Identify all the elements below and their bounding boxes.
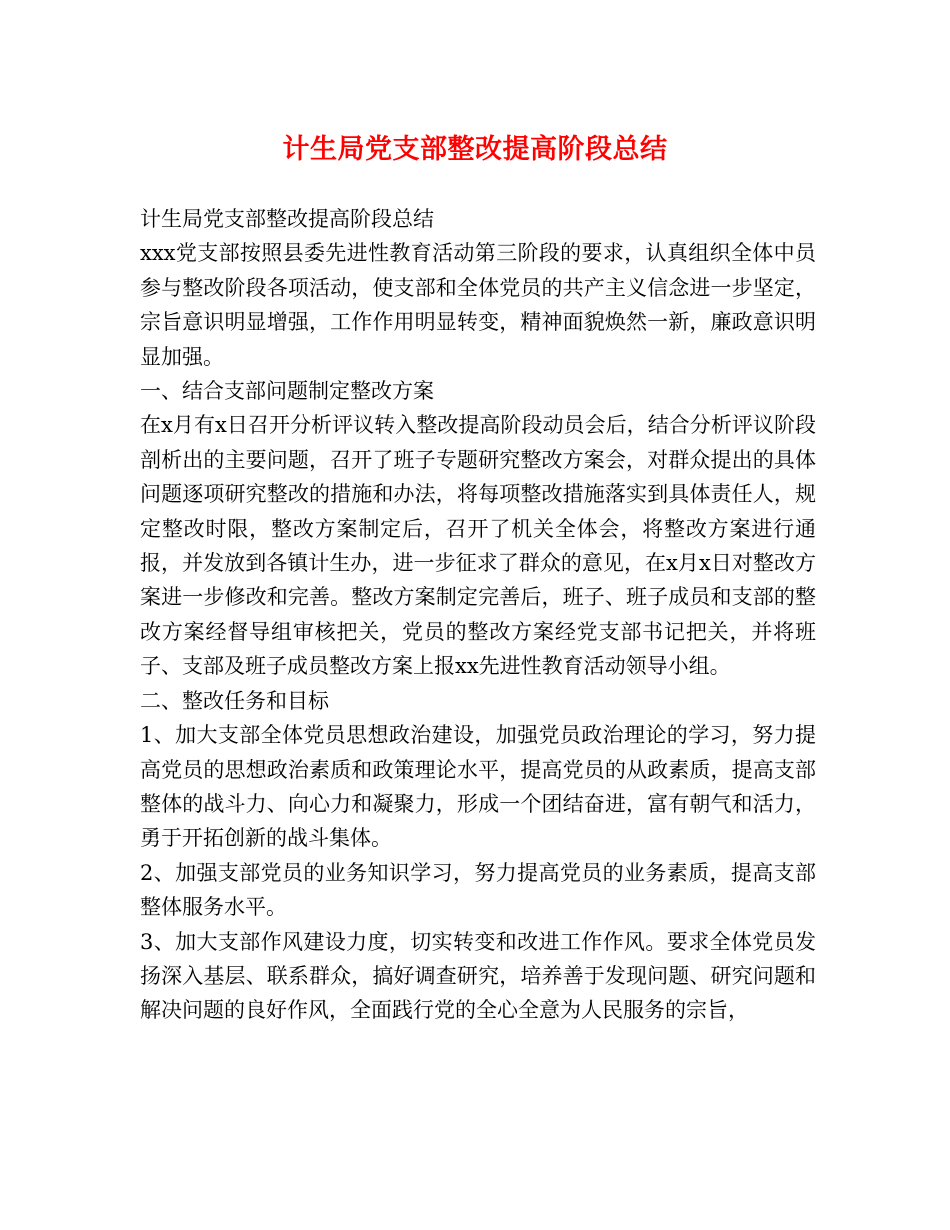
section-heading-1: 一、结合支部问题制定整改方案	[140, 379, 434, 404]
paragraph-item-2: 2、加强支部党员的业务知识学习，努力提高党员的业务素质，提高支部整体服务水平。	[140, 860, 816, 920]
paragraph-item-1: 1、加大支部全体党员思想政治建设，加强党员政治理论的学习，努力提高党员的思想政治素质和政策理论水平，提高党员的从政素质，提高支部整体的战斗力、向心力和凝聚力，形成一个团结奋进，富有朝气和活力，勇于开拓创新的战斗集体。	[140, 723, 816, 851]
paragraph-item-3: 3、加大支部作风建设力度，切实转变和改进工作作风。要求全体党员发扬深入基层、联系群众，搞好调查研究，培养善于发现问题、研究问题和解决问题的良好作风，全面践行党的全心全意为人民服务的宗旨，	[140, 929, 816, 1023]
document-title: 计生局党支部整改提高阶段总结	[282, 134, 668, 165]
section-heading-2: 二、整改任务和目标	[140, 688, 329, 713]
paragraph-section-1: 在x月有x日召开分析评议转入整改提高阶段动员会后，结合分析评议阶段剖析出的主要问题，召开了班子专题研究整改方案会，对群众提出的具体问题逐项研究整改的措施和办法，将每项整改措施落实到具体责任人，规定整改时限，整改方案制定后，召开了机关全体会，将整改方案进行通报，并发放到各镇计生办，进一步征求了群众的意见，在x月x日对整改方案进一步修改和完善。整改方案制定完善后，班子、班子成员和支部的整改方案经督导组审核把关，党员的整改方案经党支部书记把关，并将班子、支部及班子成员整改方案上报xx先进性教育活动领导小组。	[140, 413, 816, 679]
document-body	[140, 202, 816, 1028]
paragraph-subtitle: 计生局党支部整改提高阶段总结	[140, 207, 434, 231]
paragraph-intro: xxx党支部按照县委先进性教育活动第三阶段的要求，认真组织全体中员参与整改阶段各项活动，使支部和全体党员的共产主义信念进一步坚定，宗旨意识明显增强，工作作用明显转变，精神面貌焕然一新，廉政意识明显加强。	[140, 241, 816, 369]
